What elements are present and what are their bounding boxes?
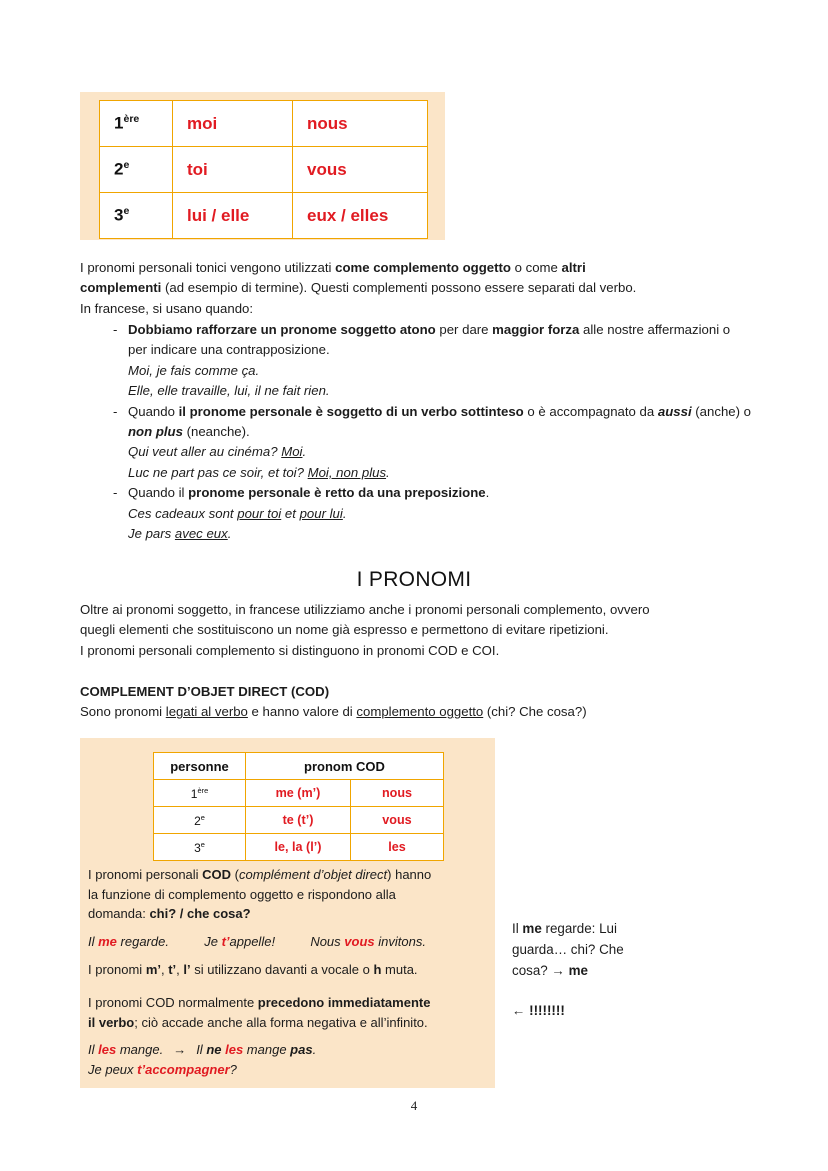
ordinal-suffix: ère: [123, 113, 140, 126]
cod-expl-line-2: la funzione di complemento oggetto e rispondono alla: [88, 886, 396, 902]
cod-singular-1: me (m’): [246, 780, 351, 807]
example-sentence: Moi, je fais comme ça.: [128, 362, 260, 378]
arrow-left-icon: ←: [512, 1003, 526, 1018]
intro-line-3: In francese, si usano quando:: [80, 300, 254, 316]
cod-header-pronoun: pronom COD: [246, 753, 444, 780]
list-item-text: Quando il pronome personale è soggetto di un verbo sottinteso o è accompagnato da aussi (anche) o non plus (neanche).: [128, 403, 752, 440]
cod-example-1: Il me regarde.: [88, 934, 169, 949]
cod-plural-2: vous: [351, 807, 444, 834]
cod-plural-1: nous: [351, 780, 444, 807]
cod-expl-line-1: I pronomi personali COD (complément d’objet direct) hanno: [88, 867, 432, 882]
table-row: [154, 807, 444, 834]
table-header-row: [154, 753, 444, 780]
tonic-usage-list: [80, 320, 752, 544]
cod-singular-3: le, la (l’): [246, 834, 351, 861]
tonic-person-2: 2e: [100, 147, 173, 193]
example-sentence: Ces cadeaux sont pour toi et pour lui.: [128, 505, 347, 521]
tonic-person-3: 3e: [100, 193, 173, 239]
table-row: [100, 101, 428, 147]
ordinal-suffix: e: [123, 159, 130, 172]
cod-example-4: Il les mange. → Il ne les mange pas.: [88, 1042, 317, 1057]
cod-heading: COMPLEMENT D’OBJET DIRECT (COD): [80, 684, 330, 699]
example-sentence: Elle, elle travaille, lui, il ne fait rien.: [128, 383, 330, 399]
cod-singular-2: te (t’): [246, 807, 351, 834]
ordinal-suffix: e: [200, 812, 205, 822]
margin-note: [512, 918, 742, 981]
intro-line-2: complementi (ad esempio di termine). Questi complementi possono essere separati dal verbo.: [80, 280, 637, 296]
section-line-3: I pronomi personali complemento si distinguono in pronomi COD e COI.: [80, 642, 500, 658]
cod-pronouns-table: [153, 752, 444, 861]
bullet-dash: -: [113, 322, 118, 337]
tonic-plural-2: vous: [293, 147, 428, 193]
page-number: 4: [410, 1098, 418, 1113]
tonic-plural-1: nous: [293, 101, 428, 147]
cod-explanation-2: I pronomi m’, t’, l’ si utilizzano davanti a vocale o h muta.: [88, 962, 418, 977]
intro-paragraph: [80, 258, 752, 319]
section-intro-paragraph: [80, 600, 752, 661]
tonic-plural-3: eux / elles: [293, 193, 428, 239]
ordinal-suffix: ère: [197, 785, 209, 795]
list-item: [80, 402, 752, 484]
arrow-right-icon: →: [551, 963, 565, 978]
example-sentence: Luc ne part pas ce soir, et toi? Moi, non plus.: [128, 464, 390, 480]
cod-subtitle: Sono pronomi legati al verbo e hanno valore di complemento oggetto (chi? Che cosa?): [80, 704, 587, 720]
cod-explanation-3: I pronomi COD normalmente precedono immediatamente il verbo; ciò accade anche alla forma negativa e all’infinito.: [88, 995, 431, 1030]
list-item: [80, 483, 752, 544]
intro-line-1: I pronomi personali tonici vengono utilizzati come complemento oggetto o come altri: [80, 260, 586, 275]
cod-person-3: 3e: [154, 834, 246, 861]
cod-example-5: Je peux t’accompagner?: [88, 1061, 237, 1077]
list-item-text: Quando il pronome personale è retto da una preposizione.: [128, 485, 490, 501]
arrow-right-icon: →: [173, 1042, 187, 1057]
example-sentence: Je pars avec eux.: [128, 526, 232, 542]
margin-note-emphasis: [512, 1000, 742, 1021]
table-row: [100, 193, 428, 239]
section-line-2: quegli elementi che sostituiscono un nome già espresso e permettono di evitare ripetizioni.: [80, 622, 609, 638]
ordinal-suffix: e: [123, 205, 130, 218]
list-item-text: Dobbiamo rafforzare un pronome soggetto atono per dare maggior forza alle nostre affermazioni o per indicare una contrapposizione.: [128, 322, 731, 358]
margin-note-line-1: Il me regarde: Lui: [512, 921, 617, 936]
cod-examples-negative: [88, 1040, 488, 1079]
tonic-pronouns-table: [99, 100, 428, 239]
page-title: I PRONOMI: [356, 568, 472, 591]
bullet-dash: -: [113, 485, 118, 501]
cod-heading-block: [80, 682, 752, 723]
ordinal-suffix: e: [200, 839, 205, 849]
cod-plural-3: les: [351, 834, 444, 861]
tonic-person-1: 1ère: [100, 101, 173, 147]
tonic-singular-3: lui / elle: [173, 193, 293, 239]
margin-note-line-2: guarda… chi? Che: [512, 942, 624, 957]
table-row: [154, 834, 444, 861]
tonic-singular-2: toi: [173, 147, 293, 193]
cod-example-2: Je t’appelle!: [204, 934, 276, 949]
tonic-singular-1: moi: [173, 101, 293, 147]
cod-explanation-1: [88, 865, 488, 924]
section-line-1: Oltre ai pronomi soggetto, in francese utilizziamo anche i pronomi personali complemento, ovvero: [80, 602, 650, 617]
cod-header-person: personne: [154, 753, 246, 780]
bullet-dash: -: [113, 403, 118, 419]
exclamation-marks: !!!!!!!!: [529, 1003, 565, 1018]
cod-expl-line-3: domanda: chi? / che cosa?: [88, 906, 251, 922]
table-row: [100, 147, 428, 193]
cod-examples-row: [88, 932, 488, 952]
example-sentence: Qui veut aller au cinéma? Moi.: [128, 444, 307, 460]
cod-person-2: 2e: [154, 807, 246, 834]
margin-note-line-3: cosa? → me: [512, 963, 588, 978]
cod-person-1: 1ère: [154, 780, 246, 807]
table-row: [154, 780, 444, 807]
cod-example-3: Nous vous invitons.: [310, 934, 426, 949]
list-item: [80, 320, 752, 402]
